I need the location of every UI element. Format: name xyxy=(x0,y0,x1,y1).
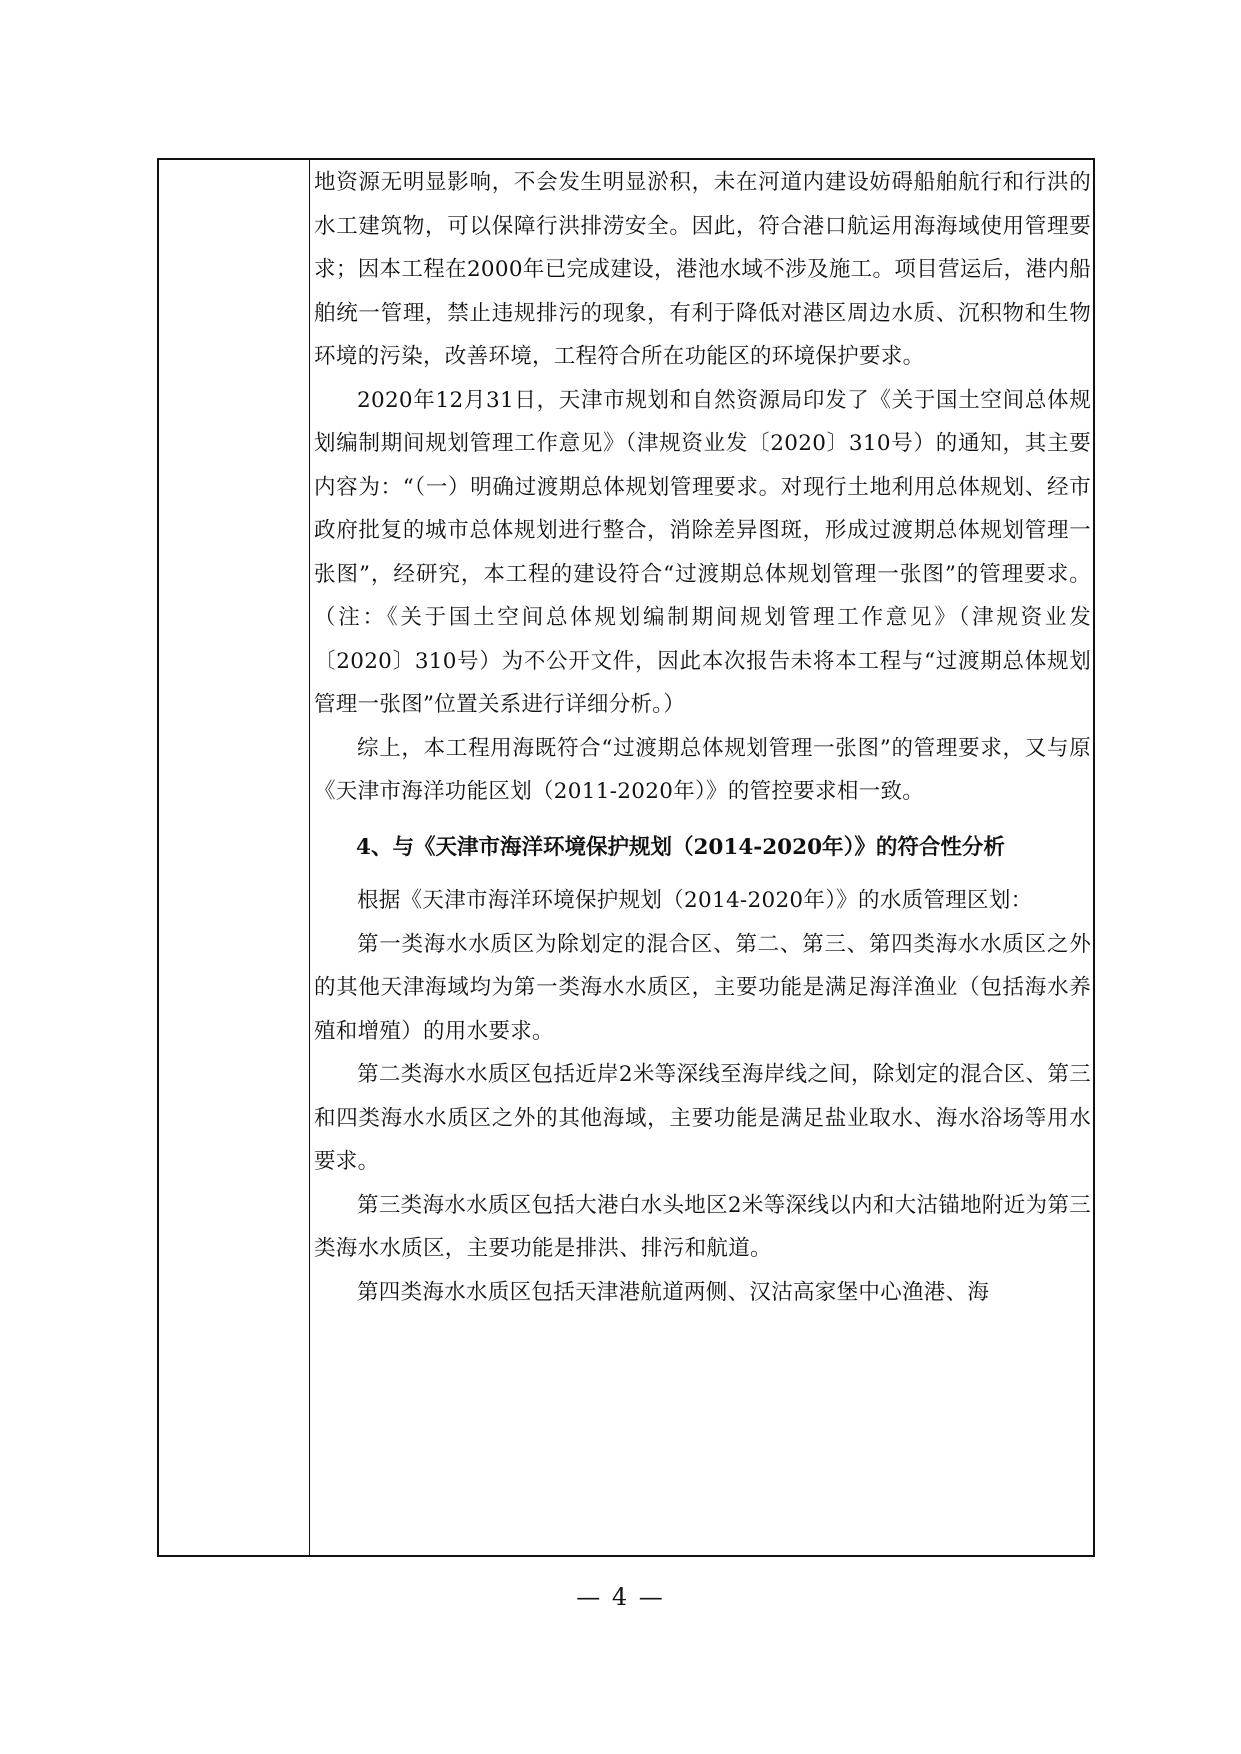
paragraph-class-two: 第二类海水水质区包括近岸2米等深线至海岸线之间，除划定的混合区、第三和四类海水水质区之外的其他海域，主要功能是满足盐业取水、海水浴场等用水要求。 xyxy=(314,1062,1091,1174)
paragraph-summary: 综上，本工程用海既符合“过渡期总体规划管理一张图”的管理要求，又与原《天津市海洋功能区划（2011-2020年）》的管控要求相一致。 xyxy=(314,735,1091,804)
paragraph-class-four: 第四类海水水质区包括天津港航道两侧、汉沽高家堡中心渔港、海 xyxy=(357,1279,990,1305)
table-left-column xyxy=(159,160,310,1555)
paragraph-planning-notice: 2020年12月31日，天津市规划和自然资源局印发了《关于国土空间总体规划编制期间规划管理工作意见》（津规资业发〔2020〕310号）的通知，其主要内容为：“（一）明确过渡期总体规划管理要求。对现行土地利用总体规划、经市政府批复的城市总体规划进行整合，消除差异图斑，形成过渡期总体规划管理一张图”，经研究，本工程的建设符合“过渡期总体规划管理一张图”的管理要求。（注：《关于国土空间总体规划编制期间规划管理工作意见》（津规资业发〔2020〕310号）为不公开文件，因此本次报告未将本工程与“过渡期总体规划管理一张图”位置关系进行详细分析。） xyxy=(314,387,1091,717)
paragraph-class-three: 第三类海水水质区包括大港白水头地区2米等深线以内和大沽锚地附近为第三类海水水质区，主要功能是排洪、排污和航道。 xyxy=(314,1192,1091,1261)
paragraph-class-one: 第一类海水水质区为除划定的混合区、第二、第三、第四类海水水质区之外的其他天津海域均为第一类海水水质区，主要功能是满足海洋渔业（包括海水养殖和增殖）的用水要求。 xyxy=(314,931,1091,1044)
content-table xyxy=(157,158,1095,1557)
page-number: — 4 — xyxy=(576,1583,665,1611)
paragraph-water-quality-intro: 根据《天津市海洋环境保护规划（2014-2020年）》的水质管理区划： xyxy=(357,888,1033,913)
section-heading: 4、与《天津市海洋环境保护规划（2014-2020年）》的符合性分析 xyxy=(356,834,1005,860)
paragraph-continuation: 地资源无明显影响，不会发生明显淤积，未在河道内建设妨碍船舶航行和行洪的水工建筑物，可以保障行洪排涝安全。因此，符合港口航运用海海域使用管理要求；因本工程在2000年已完成建设，港池水域不涉及施工。项目营运后，港内船舶统一管理，禁止违规排污的现象，有利于降低对港区周边水质、沉积物和生物环境的污染，改善环境，工程符合所在功能区的环境保护要求。 xyxy=(314,170,1091,369)
table-right-column xyxy=(310,160,1093,1555)
